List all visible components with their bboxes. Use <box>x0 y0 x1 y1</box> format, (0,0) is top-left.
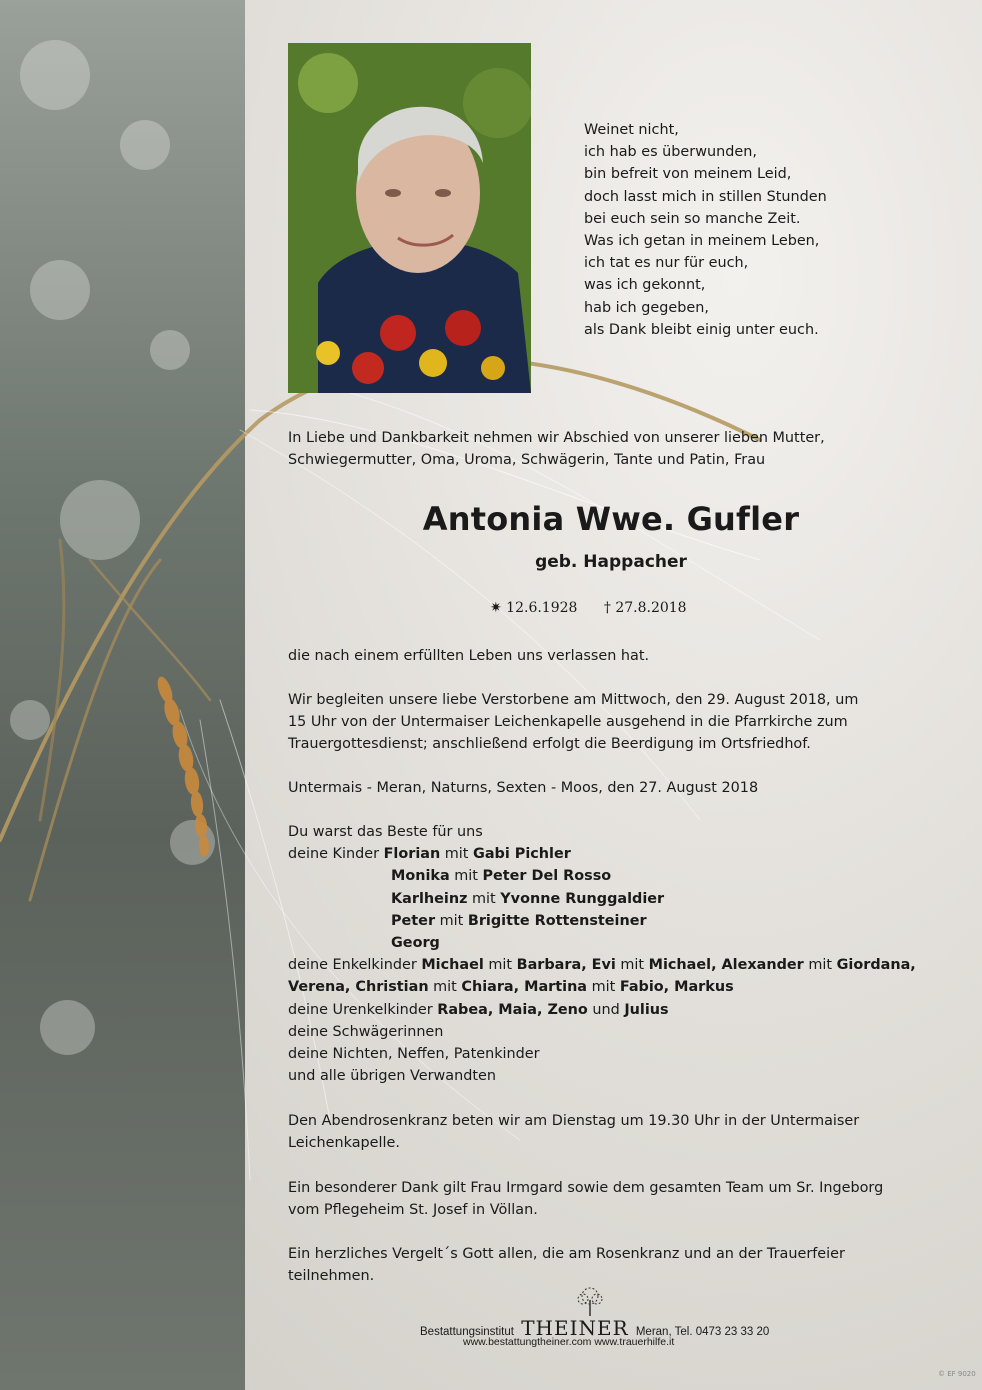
intro-text <box>288 427 825 471</box>
great-grandchildren-line: deine Urenkelkinder Rabea, Maia, Zeno und Julius <box>288 1001 669 1018</box>
copyright-mark: © EF 9020 <box>938 1370 976 1378</box>
left-us-text: die nach einem erfüllten Leben uns verlassen hat. <box>288 648 650 664</box>
vergelts-line: Ein herzliches Vergelt´s Gott allen, die am Rosenkranz und an der Trauerfeier <box>288 1246 845 1262</box>
rosary-line: Leichenkapelle. <box>288 1135 400 1152</box>
deceased-name: Antonia Wwe. Gufler <box>422 500 800 538</box>
rosary-line: Den Abendrosenkranz beten wir am Dienstag um 19.30 Uhr in der Untermaiser <box>288 1113 860 1129</box>
grandchildren-line: deine Enkelkinder Michael mit Barbara, Evi mit Michael, Alexander mit Giordana, <box>288 957 916 974</box>
poem-line: bin befreit von meinem Leid, <box>584 166 792 183</box>
poem-line: ich tat es nur für euch, <box>584 255 749 272</box>
nieces-line: deine Nichten, Neffen, Patenkinder <box>288 1046 540 1063</box>
birth-name: geb. Happacher <box>535 552 687 572</box>
contact-info: Meran, Tel. 0473 23 33 20 <box>635 1326 770 1338</box>
poem-line: was ich gekonnt, <box>584 277 706 294</box>
intro-line: Schwiegermutter, Oma, Uroma, Schwägerin, Tante und Patin, Frau <box>288 452 766 469</box>
life-dates <box>490 600 709 616</box>
poem-line: als Dank bleibt einig unter euch. <box>584 321 819 338</box>
children-line: deine Kinder Florian mit Gabi Pichler <box>288 846 571 863</box>
tree-logo-icon <box>570 1286 610 1316</box>
children-line: Georg <box>391 935 440 952</box>
sisters-in-law-line: deine Schwägerinnen <box>288 1023 444 1040</box>
mourners-intro: Du warst das Beste für uns <box>288 824 483 840</box>
poem-line: hab ich gegeben, <box>584 299 709 316</box>
poem-line: Weinet nicht, <box>584 122 679 138</box>
funeral-text <box>288 689 858 756</box>
birth-date: ✷ 12.6.1928 <box>490 600 578 616</box>
vergelts-text <box>288 1243 845 1287</box>
rosary-text <box>288 1110 859 1154</box>
children-line: Karlheinz mit Yvonne Runggaldier <box>391 890 665 907</box>
portrait-photo <box>288 43 531 393</box>
poem <box>584 119 827 341</box>
thanks-line: Ein besonderer Dank gilt Frau Irmgard sowie dem gesamten Team um Sr. Ingeborg <box>288 1180 884 1196</box>
funeral-line: Trauergottesdienst; anschließend erfolgt die Beerdigung im Ortsfriedhof. <box>288 736 811 753</box>
vergelts-line: teilnehmen. <box>288 1268 375 1285</box>
relatives-line: und alle übrigen Verwandten <box>288 1068 497 1085</box>
funeral-line: 15 Uhr von der Untermaiser Leichenkapelle ausgehend in die Pfarrkirche zum <box>288 714 848 731</box>
place-date: Untermais - Meran, Naturns, Sexten - Moos, den 27. August 2018 <box>288 780 759 796</box>
poem-line: bei euch sein so manche Zeit. <box>584 210 801 227</box>
thanks-text <box>288 1177 883 1221</box>
institute-label: Bestattungsinstitut <box>420 1326 514 1338</box>
intro-line: In Liebe und Dankbarkeit nehmen wir Abschied von unserer lieben Mutter, <box>288 430 825 446</box>
thanks-line: vom Pflegeheim St. Josef in Völlan. <box>288 1202 538 1219</box>
brand-name: THEINER <box>521 1316 629 1340</box>
children-line: Monika mit Peter Del Rosso <box>391 868 612 885</box>
funeral-line: Wir begleiten unsere liebe Verstorbene am Mittwoch, den 29. August 2018, um <box>288 692 859 708</box>
children-line: Peter mit Brigitte Rottensteiner <box>391 912 647 929</box>
web-links: www.bestattungtheiner.com www.trauerhilfe.it <box>463 1336 675 1348</box>
mourners-list <box>288 821 916 1087</box>
poem-line: Was ich getan in meinem Leben, <box>584 233 820 250</box>
death-date: † 27.8.2018 <box>603 600 687 616</box>
poem-line: doch lasst mich in stillen Stunden <box>584 188 827 205</box>
poem-line: ich hab es überwunden, <box>584 144 757 161</box>
left-photo-band <box>0 0 245 1390</box>
grandchildren-line: Verena, Christian mit Chiara, Martina mit Fabio, Markus <box>288 979 734 996</box>
